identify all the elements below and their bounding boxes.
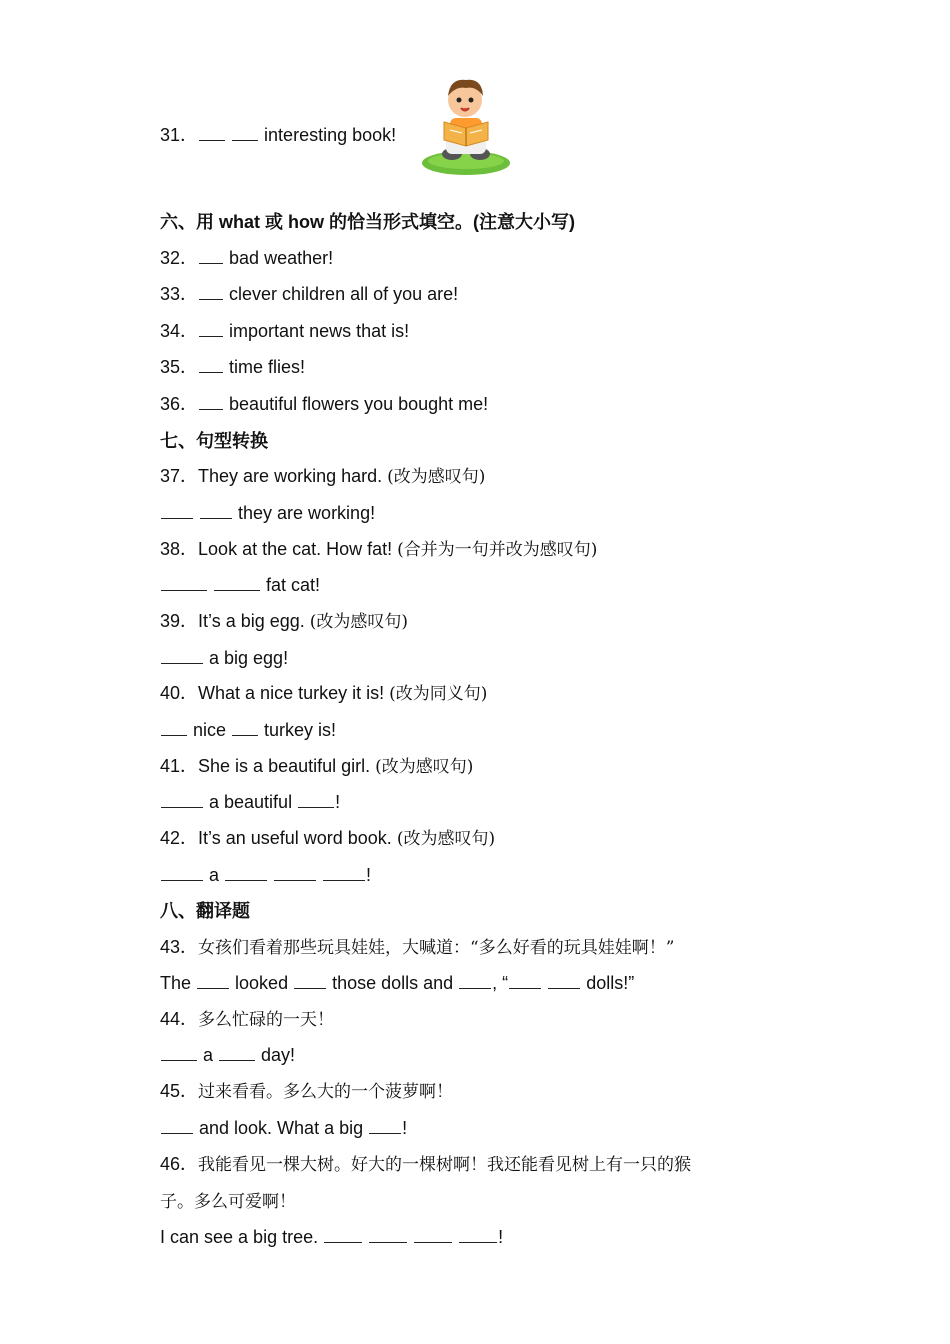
answer-blank[interactable] — [459, 972, 491, 989]
answer-blank[interactable] — [199, 124, 225, 141]
answer-line-45 — [160, 1116, 407, 1140]
answer-text: ! — [366, 865, 372, 885]
answer-blank[interactable] — [199, 247, 223, 264]
question-number: 34． — [160, 321, 199, 341]
answer-blank[interactable] — [161, 864, 203, 881]
question-45 — [160, 1079, 453, 1104]
answer-line-38 — [160, 573, 320, 597]
question-number: 33． — [160, 284, 199, 304]
question-36 — [160, 392, 488, 416]
question-text: bad weather! — [224, 248, 334, 268]
question-34 — [160, 319, 409, 343]
question-number: 31． — [160, 125, 199, 145]
answer-text: , “ — [492, 973, 509, 993]
question-instruction: (改为同义句) — [389, 684, 488, 704]
boy-reading-book-illustration — [418, 70, 514, 180]
answer-blank[interactable] — [225, 864, 267, 881]
answer-blank[interactable] — [161, 647, 203, 664]
question-number: 44． — [160, 1009, 199, 1029]
answer-line-40 — [160, 718, 336, 742]
answer-blank[interactable] — [199, 320, 223, 337]
question-46-continued — [160, 1189, 296, 1214]
question-text: time flies! — [224, 357, 306, 377]
answer-blank[interactable] — [161, 502, 193, 519]
question-text: clever children all of you are! — [224, 284, 459, 304]
answer-line-44 — [160, 1043, 295, 1067]
question-instruction: (改为感叹句) — [309, 612, 409, 632]
question-number: 45． — [160, 1081, 199, 1101]
answer-blank[interactable] — [161, 574, 207, 591]
answer-blank[interactable] — [369, 1117, 401, 1134]
answer-line-39 — [160, 646, 288, 670]
answer-text: ! — [335, 792, 341, 812]
question-instruction: (合并为一句并改为感叹句) — [397, 540, 598, 560]
chinese-sentence: 多么忙碌的一天！ — [198, 1010, 335, 1030]
question-text: beautiful flowers you bought me! — [224, 394, 489, 414]
question-40 — [160, 681, 487, 706]
question-number: 38． — [160, 539, 199, 559]
question-number: 40． — [160, 683, 199, 703]
answer-blank[interactable] — [199, 393, 223, 410]
answer-text: ! — [402, 1118, 408, 1138]
answer-blank[interactable] — [161, 719, 187, 736]
question-38 — [160, 537, 597, 562]
answer-text: I can see a big tree. — [160, 1227, 324, 1247]
question-37 — [160, 464, 485, 489]
answer-line-41 — [160, 790, 340, 814]
answer-blank[interactable] — [509, 972, 541, 989]
chinese-sentence: 子。多么可爱啊！ — [160, 1192, 296, 1212]
chinese-sentence: 过来看看。多么大的一个菠萝啊！ — [198, 1082, 454, 1102]
question-41 — [160, 754, 473, 779]
answer-blank[interactable] — [199, 283, 223, 300]
answer-blank[interactable] — [274, 864, 316, 881]
question-number: 41． — [160, 756, 199, 776]
answer-line-46 — [160, 1225, 503, 1249]
question-text: It’s an useful word book. — [198, 828, 397, 848]
answer-line-43 — [160, 971, 634, 995]
answer-text: looked — [230, 973, 294, 993]
answer-blank[interactable] — [200, 502, 232, 519]
answer-blank[interactable] — [323, 864, 365, 881]
answer-blank[interactable] — [369, 1226, 407, 1243]
answer-blank[interactable] — [298, 791, 334, 808]
question-instruction: (改为感叹句) — [375, 757, 474, 777]
question-43 — [160, 935, 674, 960]
question-32 — [160, 246, 333, 270]
question-number: 42． — [160, 828, 199, 848]
answer-line-37 — [160, 501, 375, 525]
answer-blank[interactable] — [414, 1226, 452, 1243]
section-heading-8: 八、翻译题 — [160, 901, 250, 921]
question-text: Look at the cat. How fat! — [198, 539, 398, 559]
question-text: She is a beautiful girl. — [198, 756, 376, 776]
answer-blank[interactable] — [161, 1117, 193, 1134]
answer-blank[interactable] — [199, 356, 223, 373]
question-35 — [160, 355, 305, 379]
chinese-sentence: 我能看见一棵大树。好大的一棵树啊！我还能看见树上有一只的猴 — [198, 1155, 692, 1175]
question-42 — [160, 826, 495, 851]
answer-blank[interactable] — [197, 972, 229, 989]
question-number: 36． — [160, 394, 199, 414]
section-heading-7: 七、句型转换 — [160, 431, 268, 451]
answer-blank[interactable] — [161, 1044, 197, 1061]
answer-line-42 — [160, 863, 371, 887]
answer-text: those dolls and — [327, 973, 459, 993]
answer-blank[interactable] — [294, 972, 326, 989]
answer-text: a big egg! — [204, 648, 289, 668]
answer-blank[interactable] — [324, 1226, 362, 1243]
question-44 — [160, 1007, 334, 1032]
answer-blank[interactable] — [548, 972, 580, 989]
question-text: What a nice turkey it is! — [198, 683, 390, 703]
answer-text: dolls!” — [581, 973, 635, 993]
question-39 — [160, 609, 408, 634]
question-number: 46． — [160, 1154, 199, 1174]
question-instruction: (改为感叹句) — [396, 829, 496, 849]
answer-text: nice — [188, 720, 232, 740]
answer-text: and look. What a big — [194, 1118, 369, 1138]
answer-text: turkey is! — [259, 720, 337, 740]
question-number: 43． — [160, 937, 199, 957]
answer-text: they are working! — [233, 503, 376, 523]
question-31 — [160, 123, 396, 147]
answer-blank[interactable] — [232, 124, 258, 141]
answer-blank[interactable] — [214, 574, 260, 591]
answer-blank[interactable] — [232, 719, 258, 736]
answer-blank[interactable] — [219, 1044, 255, 1061]
question-instruction: (改为感叹句) — [387, 467, 486, 487]
question-text: They are working hard. — [198, 466, 388, 486]
answer-blank[interactable] — [161, 791, 203, 808]
question-number: 39． — [160, 611, 199, 631]
question-46 — [160, 1152, 691, 1177]
answer-text: ! — [498, 1227, 504, 1247]
section-heading-6: 六、用 what 或 how 的恰当形式填空。(注意大小写) — [160, 212, 575, 232]
question-number: 35． — [160, 357, 199, 377]
question-text: It’s a big egg. — [198, 611, 310, 631]
answer-text: day! — [256, 1045, 296, 1065]
question-text: important news that is! — [224, 321, 410, 341]
answer-text: a — [198, 1045, 219, 1065]
answer-text: a — [204, 865, 225, 885]
answer-text: fat cat! — [261, 575, 321, 595]
answer-text: The — [160, 973, 197, 993]
question-number: 37． — [160, 466, 199, 486]
chinese-sentence: 女孩们看着那些玩具娃娃，大喊道：“多么好看的玩具娃娃啊！” — [198, 938, 675, 958]
answer-text: a beautiful — [204, 792, 298, 812]
question-33 — [160, 282, 458, 306]
question-number: 32． — [160, 248, 199, 268]
question-text: interesting book! — [259, 125, 397, 145]
answer-blank[interactable] — [459, 1226, 497, 1243]
